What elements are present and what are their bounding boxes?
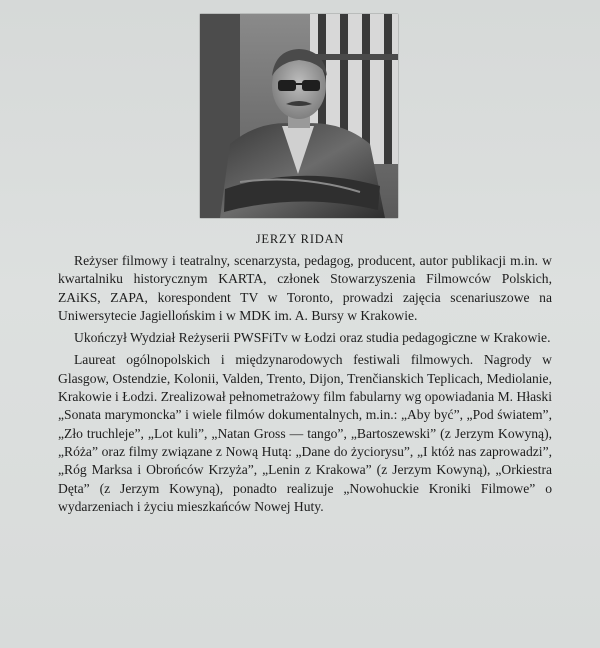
author-name: JERZY RIDAN [255,232,345,246]
portrait-photo [200,14,398,218]
author-bio [58,252,552,520]
bio-paragraph: Laureat ogólnopolskich i międzynarodowych festiwali filmowych. Nagrody w Glasgow, Ostendzie, Kolonii, Valden, Trento, Dijon, Trenčianskich Teplicach, Mediolanie, Krakowie i Łodzi. Zrealizował pełnometrażowy film fabularny wg opowiadania M. Hłaski „Sonata marymoncka” i wiele filmów dokumentalnych, m.in.: „Aby być”, „Pod światem”, „Zło truchleje”, „Lot kuli”, „Natan Gross — tango”, „Bartoszewski” (z Jerzym Kowyną), „Róża” oraz filmy związane z Nową Hutą: „Dane do życiorysu”, „I któż nas zaprowadzi”, „Róg Marksa i Obrońców Krzyża”, „Lenin z Krakowa” (z Jerzym Kowyną), „Orkiestra Dęta” (z Jerzym Kowyną), ponadto realizuje „Nowohuckie Kroniki Filmowe” o wydarzeniach i życiu mieszkańców Nowej Huty. [58,352,552,514]
bio-paragraph: Reżyser filmowy i teatralny, scenarzysta, pedagog, producent, autor publikacji m.in. w kwartalniku historycznym KARTA, członek Stowarzyszenia Filmowców Polskich, ZAiKS, ZAPA, korespondent TV w Toronto, prowadzi zajęcia scenariuszowe na Uniwersytecie Jagiellońskim i w MDK im. A. Bursy w Krakowie. [58,253,552,323]
bio-paragraph: Ukończył Wydział Reżyserii PWSFiTv w Łodzi oraz studia pedagogiczne w Krakowie. [74,330,551,346]
